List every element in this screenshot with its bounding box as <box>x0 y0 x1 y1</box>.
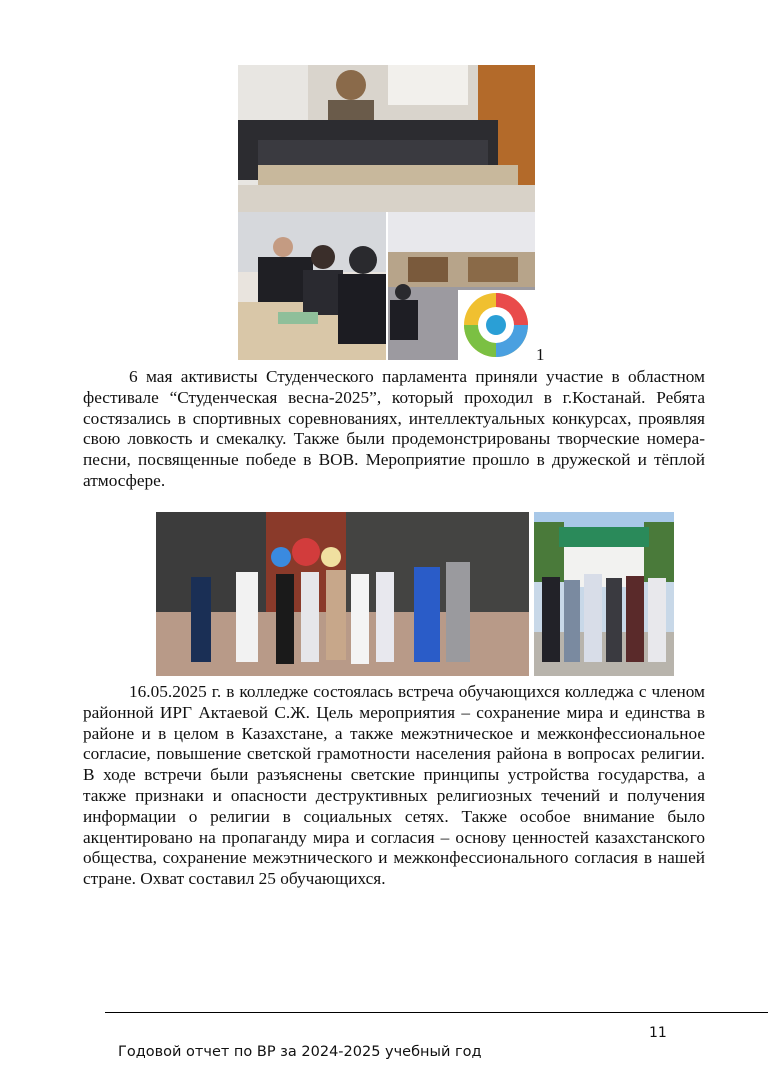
memorial-group-photo <box>156 512 529 676</box>
page-number: 11 <box>649 1025 667 1041</box>
paragraph-irg-meeting: 16.05.2025 г. в колледже состоялась встреча обучающихся колледжа с членом районной ИРГ Актаевой С.Ж. Цель мероприятия – сохранение мира и единства в районе и в целом в Казахстане, а также межэтническое и межконфессиональное согласие, повышение светской грамотности населения района в вопросах религии. В ходе встречи были разъяснены светские принципы устройства государства, а также признаки и опасности деструктивных религиозных течений и получения информации о религии в социальных сетях. Также особое внимание было акцентировано на пропаганду мира и согласия – основу ценностей казахстанского общества, сохранение межэтнического и межконфессионального согласия в нашей стране. Охват составил 25 обучающихся. <box>83 682 705 889</box>
paragraph-student-spring: 6 мая активисты Студенческого парламента приняли участие в областном фестивале “Студенческая весна-2025”, который проходил в г.Костанай. Ребята состязались в спортивных соревнованиях, интеллектуальных конкурсах, проявляя свою ловкость и смекалку. Также были продемонстрированы творческие номера- песни, посвященные победе в ВОВ. Мероприятие прошло в дружеской и тёплой атмосфере. <box>83 367 705 490</box>
footer-title: Годовой отчет по ВР за 2024-2025 учебный год <box>118 1044 482 1060</box>
footer-divider <box>105 1012 768 1013</box>
hall-photo-with-logo <box>388 212 535 360</box>
park-gate-group-photo <box>534 512 674 676</box>
group-photo-classroom <box>238 65 535 212</box>
meeting-table-photo <box>238 212 386 360</box>
image-caption-marker: 1 <box>536 345 545 364</box>
